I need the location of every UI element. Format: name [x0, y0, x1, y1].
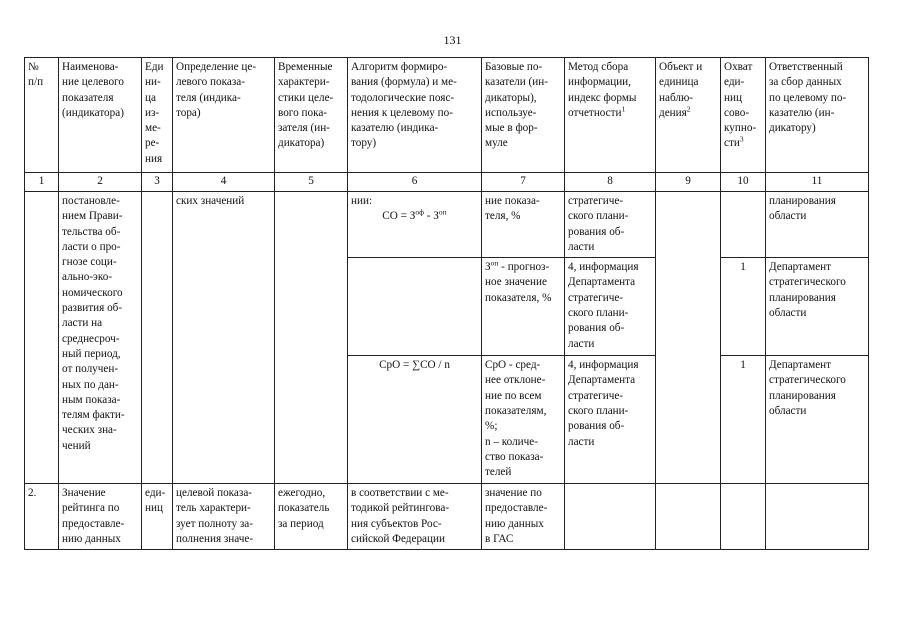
row1-num — [25, 192, 59, 484]
row1-timing — [275, 192, 348, 484]
row2-base: значение по предоставле- нию данных в ГАС — [482, 484, 565, 550]
row2-method — [565, 484, 656, 550]
algorithm-prefix: нии: — [351, 195, 373, 207]
table-header-row — [25, 58, 869, 173]
header-algorithm: Алгоритм формиро- вания (формула) и ме- тодологические пояс- нения к целевому по- казателю (индика- тору) — [348, 58, 482, 173]
row1-responsible-1: планирования области — [766, 192, 869, 258]
row1-base-2: $З^{оп}$ - прогноз- ное значение показателя, % — [482, 258, 565, 356]
header-definition: Определение це- левого показа- теля (индика- тора) — [173, 58, 275, 173]
row1-method-3: 4, информация Департамента стратегиче- ского плани- рования об- ласти — [565, 356, 656, 484]
row2-unit: еди- ниц — [142, 484, 173, 550]
column-number: 8 — [565, 173, 656, 192]
header-coverage-text: Охват еди- ниц сово- купно- сти — [724, 61, 757, 150]
header-responsible: Ответственный за сбор данных по целевому по- казателю (ин- дикатору) — [766, 58, 869, 173]
header-method-text: Метод сбора информации, индекс формы отчетности — [568, 61, 637, 119]
column-number: 10 — [721, 173, 766, 192]
column-number: 1 — [25, 173, 59, 192]
row1-coverage-2: 1 — [721, 258, 766, 356]
row1-responsible-2: Департамент стратегического планирования области — [766, 258, 869, 356]
row2-object — [656, 484, 721, 550]
column-number: 6 — [348, 173, 482, 192]
row2-name: Значение рейтинга по предоставле- нию данных — [59, 484, 142, 550]
header-coverage — [721, 58, 766, 173]
header-method — [565, 58, 656, 173]
column-number-row — [25, 173, 869, 192]
row1-definition: ских значений — [173, 192, 275, 484]
row1-method-1: стратегиче- ского плани- рования об- ласти — [565, 192, 656, 258]
header-object — [656, 58, 721, 173]
row2-timing: ежегодно, показатель за период — [275, 484, 348, 550]
row2-num: 2. — [25, 484, 59, 550]
row1-coverage-3: 1 — [721, 356, 766, 484]
row2-responsible — [766, 484, 869, 550]
row1-unit — [142, 192, 173, 484]
table-row — [25, 192, 869, 258]
row1-object — [656, 192, 721, 484]
row1-base-1: ние показа- теля, % — [482, 192, 565, 258]
deviation-formula: СО = $З^{оф} - З^{оп}$ — [382, 207, 447, 223]
header-name: Наименова- ние целевого показателя (индикатора) — [59, 58, 142, 173]
header-unit: Еди ни- ца из- ме- ре- ния — [142, 58, 173, 173]
column-number: 7 — [482, 173, 565, 192]
footnote-2: 2 — [686, 104, 691, 114]
row1-algorithm-1 — [348, 192, 482, 258]
row1-name: постановле- нием Прави- тельства об- ласти о про- гнозе соци- ально-эко- номического развития об- ласти на среднесроч- ный период, от получен- ных по дан- ным показа- телям факти- ческих зна- чений — [59, 192, 142, 484]
page-number: 131 — [443, 33, 462, 47]
column-number: 9 — [656, 173, 721, 192]
footnote-3: 3 — [739, 134, 744, 144]
row2-algorithm: в соответствии с ме- тодикой рейтингова- ния субъектов Рос- сийской Федерации — [348, 484, 482, 550]
header-base: Базовые по- казатели (ин- дикаторы), используе- мые в фор- муле — [482, 58, 565, 173]
header-timing: Временные характери- стики целе- вого пока- зателя (ин- дикатора) — [275, 58, 348, 173]
header-num: № п/п — [25, 58, 59, 173]
column-number: 5 — [275, 173, 348, 192]
row1-coverage-1 — [721, 192, 766, 258]
row1-algorithm-2 — [348, 258, 482, 356]
header-object-text: Объект и единица наблю- дения — [659, 61, 703, 119]
indicator-table — [24, 57, 869, 550]
column-number: 3 — [142, 173, 173, 192]
footnote-1: 1 — [621, 104, 626, 114]
column-number: 4 — [173, 173, 275, 192]
row1-method-2: 4, информация Департамента стратегиче- ского плани- рования об- ласти — [565, 258, 656, 356]
table-row — [25, 484, 869, 550]
row1-base-3: СрО - сред- нее отклоне- ние по всем показателям, %; n – количе- ство показа- телей — [482, 356, 565, 484]
column-number: 11 — [766, 173, 869, 192]
row1-responsible-3: Департамент стратегического планирования области — [766, 356, 869, 484]
column-number: 2 — [59, 173, 142, 192]
row1-algorithm-3: СрО = ∑СО / n — [348, 356, 482, 484]
row2-definition: целевой показа- тель характери- зует полноту за- полнения значе- — [173, 484, 275, 550]
row2-coverage — [721, 484, 766, 550]
